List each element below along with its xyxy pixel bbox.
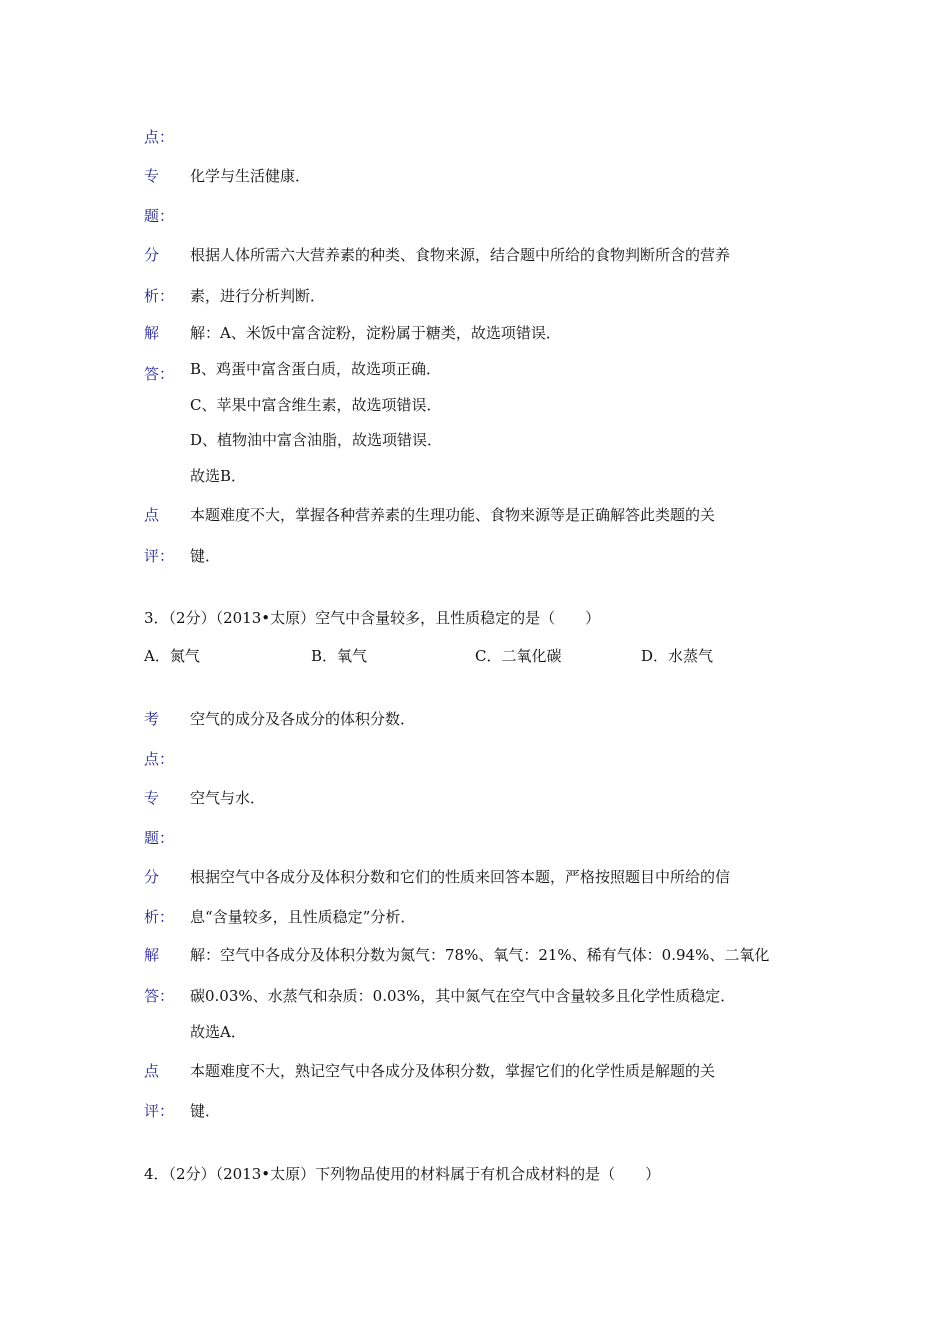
fenxi-text-line1: 根据空气中各成分及体积分数和它们的性质来回答本题，严格按照题目中所给的信: [190, 868, 731, 886]
kaodian-label: 点：: [144, 128, 175, 146]
option-a: A．氮气: [144, 647, 200, 665]
jieda-line: 解：空气中各成分及体积分数为氮气：78%、氧气：21%、稀有气体：0.94%、二氧化: [190, 946, 770, 964]
jieda-label-2: 答：: [144, 987, 175, 1005]
fenxi-label: 分: [144, 868, 160, 886]
zhuanti-label-2: 题：: [144, 829, 175, 847]
fenxi-label-2: 析：: [144, 908, 175, 926]
kaodian-label: 考: [144, 710, 160, 728]
zhuanti-text: 化学与生活健康．: [190, 167, 311, 185]
zhuanti-label: 专: [144, 167, 160, 185]
dianping-text-line2: 键．: [190, 547, 221, 565]
fenxi-text-line2: 素，进行分析判断．: [190, 287, 326, 305]
jieda-line: 碳0.03%、水蒸气和杂质：0.03%，其中氮气在空气中含量较多且化学性质稳定．: [190, 987, 736, 1005]
question-4-stem: 4．（2分）（2013•太原）下列物品使用的材料属于有机合成材料的是（ ）: [144, 1165, 661, 1183]
zhuanti-text: 空气与水．: [190, 789, 266, 807]
jieda-line: C、苹果中富含维生素，故选项错误．: [190, 396, 442, 414]
dianping-label-2: 评：: [144, 1102, 175, 1120]
fenxi-label-2: 析：: [144, 287, 175, 305]
jieda-label: 解: [144, 324, 160, 342]
dianping-text-line2: 键．: [190, 1102, 221, 1120]
option-c: C．二氧化碳: [475, 647, 562, 665]
jieda-line: 解：A、米饭中富含淀粉，淀粉属于糖类，故选项错误．: [190, 324, 561, 342]
option-d: D．水蒸气: [641, 647, 714, 665]
fenxi-text-line2: 息“含量较多，且性质稳定”分析．: [190, 908, 416, 926]
option-b: B．氧气: [311, 647, 368, 665]
zhuanti-label-2: 题：: [144, 207, 175, 225]
jieda-line: 故选B．: [190, 467, 247, 485]
zhuanti-label: 专: [144, 789, 160, 807]
question-3-stem: 3．（2分）（2013•太原）空气中含量较多，且性质稳定的是（ ）: [144, 609, 601, 627]
fenxi-label: 分: [144, 246, 160, 264]
dianping-label-2: 评：: [144, 547, 175, 565]
jieda-line: D、植物油中富含油脂，故选项错误．: [190, 431, 443, 449]
dianping-label: 点: [144, 506, 160, 524]
jieda-label: 解: [144, 946, 160, 964]
fenxi-text-line1: 根据人体所需六大营养素的种类、食物来源，结合题中所给的食物判断所含的营养: [190, 246, 731, 264]
dianping-label: 点: [144, 1062, 160, 1080]
jieda-label-2: 答：: [144, 365, 175, 383]
jieda-line: B、鸡蛋中富含蛋白质，故选项正确．: [190, 360, 442, 378]
dianping-text-line1: 本题难度不大，熟记空气中各成分及体积分数，掌握它们的化学性质是解题的关: [190, 1062, 716, 1080]
kaodian-label-2: 点：: [144, 750, 175, 768]
dianping-text-line1: 本题难度不大，掌握各种营养素的生理功能、食物来源等是正确解答此类题的关: [190, 506, 716, 524]
kaodian-text: 空气的成分及各成分的体积分数．: [190, 710, 416, 728]
jieda-line: 故选A．: [190, 1023, 246, 1041]
